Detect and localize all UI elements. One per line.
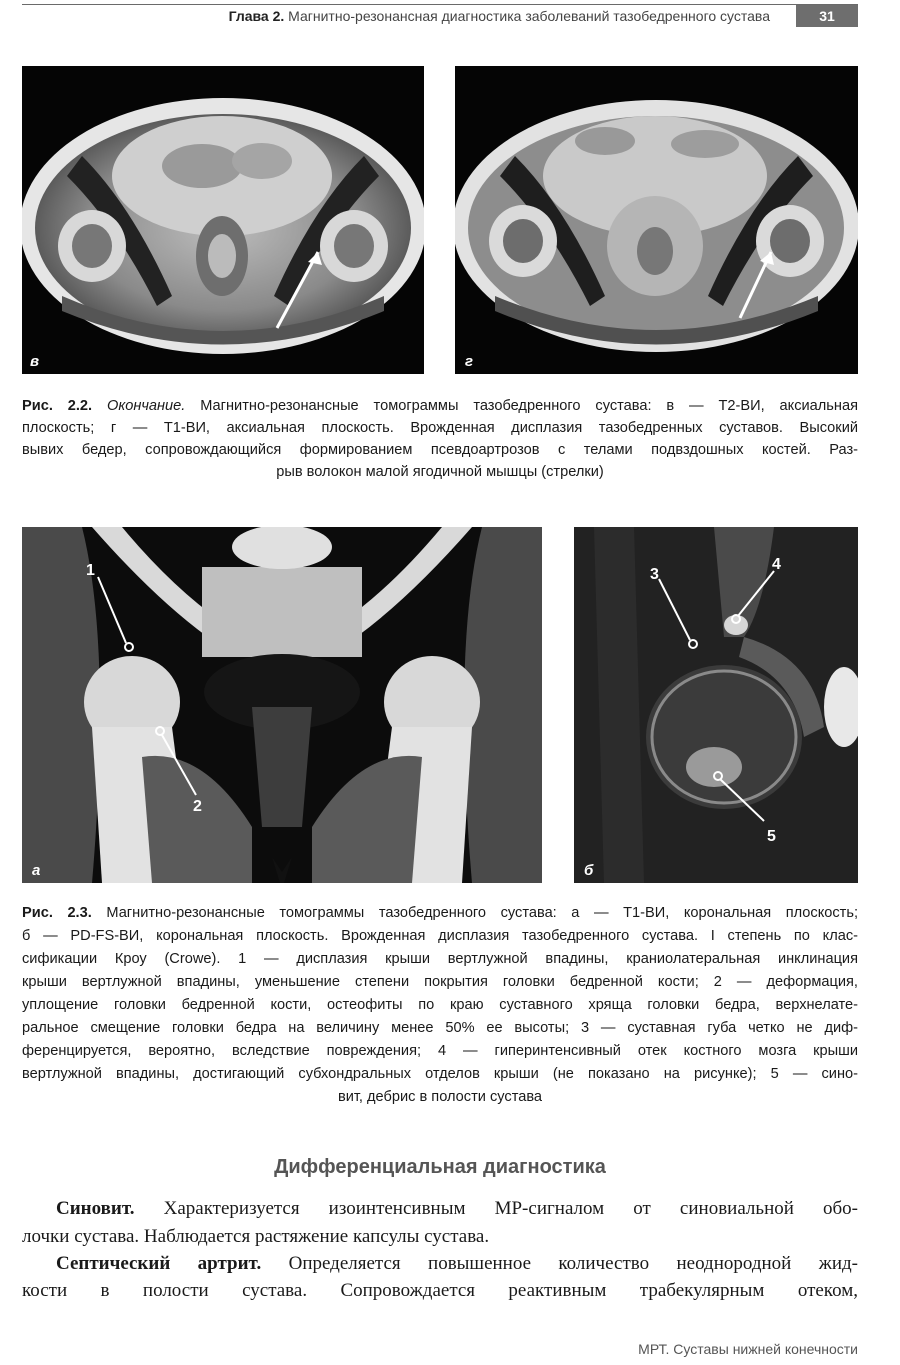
caption-2-3-line-1 bbox=[22, 902, 858, 924]
chapter-label: Глава 2. bbox=[228, 8, 285, 24]
header-rule bbox=[22, 4, 858, 5]
caption-2-3-line-8: вертлужной впадины, достигающий субхондральных отделов крыши (не показано на рисунке); 5 — сино- bbox=[22, 1066, 858, 1082]
caption-2-3-line-6: ральное смещение головки бедра на величину менее 50% ее высоты; 3 — суставная губа четко не диф- bbox=[22, 1020, 858, 1036]
paragraph-synovitis-line-2: лочки сустава. Наблюдается растяжение капсулы сустава. bbox=[22, 1226, 490, 1247]
paragraph-septic-line-1 bbox=[56, 1253, 858, 1275]
mri-coronal-t1-image bbox=[22, 527, 542, 883]
caption-2-3-text-1: Магнитно-резонансные томограммы тазобедренного сустава: а — Т1-ВИ, корональная плоскость; bbox=[106, 905, 859, 921]
label-2: 2 bbox=[193, 798, 202, 815]
caption-2-2-text-1: Магнитно-резонансные томограммы тазобедренного сустава: в — Т2-ВИ, аксиальная bbox=[200, 398, 858, 414]
label-3: 3 bbox=[650, 566, 659, 583]
panel-letter-g: г bbox=[465, 353, 474, 370]
panel-letter-a: а bbox=[32, 862, 41, 879]
page-number: 31 bbox=[819, 8, 835, 24]
label-5: 5 bbox=[767, 828, 776, 845]
term-septic-arthritis: Септический артрит. bbox=[56, 1253, 262, 1274]
paragraph-synovitis-text: Характеризуется изоинтенсивным МР-сигналом от синовиальной обо- bbox=[163, 1198, 858, 1219]
caption-2-2-italic: Окончание. bbox=[106, 398, 186, 414]
figure-2-3-panel-a bbox=[22, 527, 542, 883]
caption-2-2-line-3: вывих бедер, сопровождающийся формированием псевдоартрозов с телами подвздошных костей. Раз- bbox=[22, 442, 858, 458]
running-header bbox=[229, 8, 770, 24]
caption-2-2-line-2: плоскость; г — Т1-ВИ, аксиальная плоскость. Врожденная дисплазия тазобедренных суставов. Высокий bbox=[22, 420, 858, 436]
panel-letter-v: в bbox=[30, 353, 40, 370]
caption-2-3-line-4: крыши вертлужной впадины, уменьшение степени покрытия головки бедренной кости; 2 — деформация, bbox=[22, 974, 858, 990]
caption-2-3-line-7: ференцируется, вероятно, вследствие повреждения; 4 — гиперинтенсивный отек костного мозга крыши bbox=[22, 1043, 858, 1059]
chapter-title: Магнитно-резонансная диагностика заболеваний тазобедренного сустава bbox=[288, 8, 770, 24]
caption-2-2-label: Рис. 2.2. bbox=[22, 398, 93, 414]
caption-2-3-label: Рис. 2.3. bbox=[22, 905, 92, 921]
caption-2-2-line-1 bbox=[22, 395, 858, 417]
caption-2-2-line-4: рыв волокон малой ягодичной мышцы (стрелки) bbox=[276, 464, 604, 480]
label-1: 1 bbox=[86, 562, 95, 579]
caption-2-3-line-3: сификации Кроу (Crowe). 1 — дисплазия крыши вертлужной впадины, краниолатеральная инклинация bbox=[22, 951, 858, 967]
caption-2-3-line-2: б — PD-FS-ВИ, корональная плоскость. Врожденная дисплазия тазобедренного сустава. I степень по клас- bbox=[22, 928, 858, 944]
caption-2-3-line-5: уплощение головки бедренной кости, остеофиты по краю суставного хряща головки бедра, верхнелате- bbox=[22, 997, 858, 1013]
paragraph-septic-text: Определяется повышенное количество неоднородной жид- bbox=[288, 1253, 859, 1274]
figure-2-3-panel-b bbox=[574, 527, 858, 883]
label-4: 4 bbox=[772, 556, 781, 573]
mri-coronal-pdfs-image bbox=[574, 527, 858, 883]
paragraph-synovitis-line-1 bbox=[56, 1198, 858, 1220]
caption-2-3-line-9: вит, дебрис в полости сустава bbox=[337, 1089, 543, 1105]
term-synovitis: Синовит. bbox=[56, 1198, 135, 1219]
figure-2-2-panel-g bbox=[455, 66, 858, 374]
panel-letter-b: б bbox=[584, 862, 594, 879]
figure-2-2-panel-v bbox=[22, 66, 424, 374]
section-title: Дифференциальная диагностика bbox=[274, 1156, 606, 1178]
mri-axial-t1-image bbox=[455, 66, 858, 374]
paragraph-septic-line-2: кости в полости сустава. Сопровождается реактивным трабекулярным отеком, bbox=[22, 1280, 858, 1301]
running-footer: МРТ. Суставы нижней конечности bbox=[638, 1341, 858, 1357]
mri-axial-t2-image bbox=[22, 66, 424, 374]
